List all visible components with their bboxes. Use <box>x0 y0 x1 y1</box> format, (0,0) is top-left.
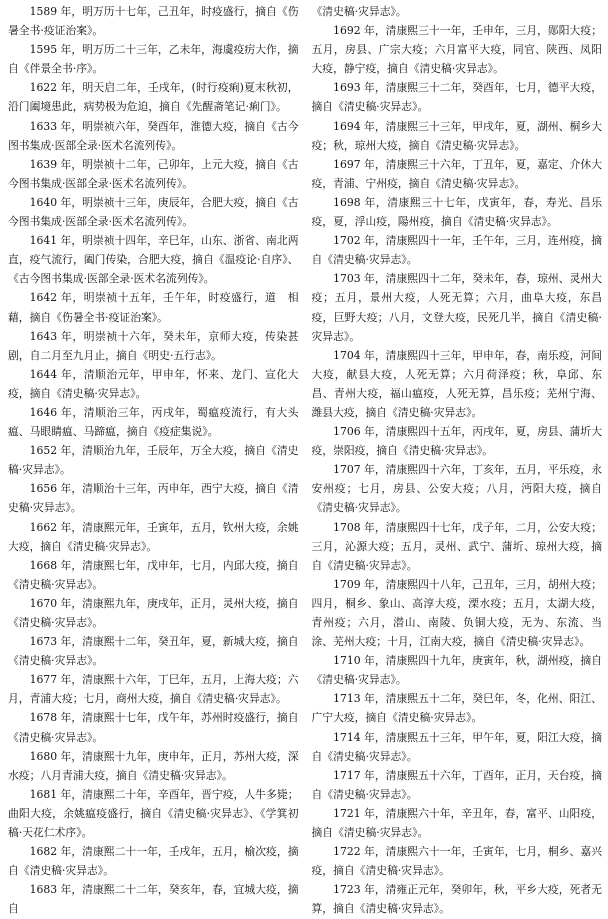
chronicle-entry: 1693 年，清康熙三十二年，癸酉年，七月，德平大疫，摘自《清史稿·灾异志》。 <box>311 81 602 114</box>
chronicle-entry: 1589 年，明万历十七年，己丑年，时疫盛行，摘自《伤暑全书·疫证治案》。 <box>8 5 299 38</box>
chronicle-entry: 1721 年，清康熙六十年，辛丑年，春，富平、山阳疫，摘自《清史稿·灾异志》。 <box>311 806 602 840</box>
chronicle-entry: 1723 年，清雍正元年，癸卯年，秋，平乡大疫，死者无算，摘自《清史稿·灾异志》。 <box>311 883 602 916</box>
chronicle-entry: 1714 年，清康熙五十三年，甲午年，夏，阳江大疫，摘自《清史稿·灾异志》。 <box>311 730 602 763</box>
chronicle-entry: 1697 年，清康熙三十六年，丁丑年，夏，嘉定、介休大疫，青浦、宁州疫，摘自《清史稿·灾异志》。 <box>311 157 602 190</box>
chronicle-entry: 1722 年，清康熙六十一年，壬寅年，七月，桐乡、嘉兴疫，摘自《清史稿·灾异志》。 <box>311 845 602 878</box>
chronicle-entry: 1678 年，清康熙十七年，戊午年，苏州时疫盛行，摘自《清史稿·灾异志》。 <box>8 711 299 744</box>
chronicle-entry: 1643 年，明崇祯十六年，癸未年，京师大疫，传染甚剧，自二月至九月止，摘自《明史·五行志》。 <box>8 329 299 362</box>
chronicle-entry: 1633 年，明崇祯六年，癸酉年，淮德大疫，摘自《古今图书集成·医部全录·医术名流列传》。 <box>8 119 299 152</box>
chronicle-entry: 1710 年，清康熙四十九年，庚寅年，秋，湖州疫，摘自《清史稿·灾异志》。 <box>311 654 602 687</box>
chronicle-entry: 1681 年，清康熙二十年，辛酉年，晋宁疫，人牛多毙；曲阳大疫，余姚瘟疫盛行，摘自《清史稿·灾异志》、《学箕初稿·天花仁术序》。 <box>8 787 299 840</box>
chronicle-entry: 1639 年，明崇祯十二年，己卯年，上元大疫，摘自《古今图书集成·医部全录·医术名流列传》。 <box>8 157 299 190</box>
chronicle-entry: 1692 年，清康熙三十一年，壬申年，三月，郧阳大疫；五月，房县、广宗大疫；六月富平大疫，同官、陕西、凤阳大疫，静宁疫，摘自《清史稿·灾异志》。 <box>311 24 602 76</box>
chronicle-entry: 1707 年，清康熙四十六年，丁亥年，五月，平乐疫，永安州疫；七月，房县、公安大疫；八月，沔阳大疫，摘自《清史稿·灾异志》。 <box>311 463 602 515</box>
chronicle-entry: 1652 年，清顺治九年，壬辰年，万全大疫，摘自《清史稿·灾异志》。 <box>8 444 299 477</box>
chronicle-entry: 1680 年，清康熙十九年，庚申年，正月，苏州大疫，深水疫；八月青浦大疫，摘自《清史稿·灾异志》。 <box>8 749 299 782</box>
chronicle-entry: 1702 年，清康熙四十一年，壬午年，三月，连州疫，摘自《清史稿·灾异志》。 <box>311 234 602 267</box>
chronicle-entry: 1706 年，清康熙四十五年，丙戌年，夏，房县、蒲圻大疫，崇阳疫，摘自《清史稿·灾异志》。 <box>311 425 602 458</box>
chronicle-entry: 1662 年，清康熙元年，壬寅年，五月，钦州大疫，余姚大疫，摘自《清史稿·灾异志》。 <box>8 520 299 553</box>
chronicle-entry: 1668 年，清康熙七年，戊申年，七月，内邱大疫，摘自《清史稿·灾异志》。 <box>8 558 299 591</box>
chronicle-entry: 1677 年，清康熙十六年，丁巳年，五月，上海大疫；六月，青浦大疫；七月，商州大疫，摘自《清史稿·灾异志》。 <box>8 673 299 706</box>
chronicle-entry: 1683 年，清康熙二十二年，癸亥年，春，宜城大疫，摘自 <box>8 883 299 916</box>
chronicle-entry: 1670 年，清康熙九年，庚戌年，正月，灵州大疫，摘自《清史稿·灾异志》。 <box>8 596 299 629</box>
chronicle-entry: 1698 年，清康熙三十七年，戊寅年，春，寿光、昌乐疫，夏，浮山疫，陽州疫，摘自《清史稿·灾异志》。 <box>311 195 602 229</box>
chronicle-entry: 1708 年，清康熙四十七年，戊子年，二月，公安大疫；三月，沁源大疫；五月，灵州、武宁、蒲圻、琼州大疫，摘自《清史稿·灾异志》。 <box>311 520 602 572</box>
chronicle-entry: 1656 年，清顺治十三年，丙申年，西宁大疫，摘自《清史稿·灾异志》。 <box>8 482 299 515</box>
chronicle-entry: 1641 年，明崇祯十四年，辛巳年，山东、浙省、南北两直，疫气流行，阖门传染，合肥大疫，摘自《温疫论·自序》、《古今图书集成·医部全录·医术名流列传》。 <box>8 234 299 286</box>
chronicle-entry: 1646 年，清顺治三年，丙戌年，蜀瘟疫流行，有大头瘟、马眼睛瘟、马蹄瘟，摘自《疫症集说》。 <box>8 405 299 439</box>
chronicle-entry: 1682 年，清康熙二十一年，壬戌年，五月，榆次疫，摘自《清史稿·灾异志》。 <box>8 845 299 878</box>
chronicle-entry: 1673 年，清康熙十二年，癸丑年，夏，新城大疫，摘自《清史稿·灾异志》。 <box>8 635 299 668</box>
chronicle-entry: 1640 年，明崇祯十三年，庚辰年，合肥大疫，摘自《古今图书集成·医部全录·医术名流列传》。 <box>8 195 299 229</box>
chronicle-entry: 1717 年，清康熙五十六年，丁酉年，正月，天台疫，摘自《清史稿·灾异志》。 <box>311 768 602 801</box>
chronicle-entry: 1703 年，清康熙四十二年，癸未年，春，琼州、灵州大疫；五月，景州大疫，人死无算；六月，曲阜大疫，东昌疫，巨野大疫；八月，文登大疫，民死几半，摘自《清史稿·灾异志》。 <box>311 272 602 343</box>
chronicle-entry: 1704 年，清康熙四十三年，甲申年，春，南乐疫，河间大疫，献县大疫，人死无算；六月荷泽疫；秋，阜邱、东昌、青州大疫，福山瘟疫，人死无算，昌乐疫；芜州宁海、潍县大疫，摘自《清史稿·灾异志》。 <box>311 348 602 419</box>
chronicle-entry: 1709 年，清康熙四十八年，己丑年，三月，胡州大疫；四月，桐乡、象山、高淳大疫，溧水疫；五月，太湖大疫，青州疫；六月，潜山、南陵、负铜大疫，无为、东流、当涂、芜州大疫；十月，江南大疫，摘自《清史稿·灾异志》。 <box>311 577 602 649</box>
chronicle-entry: 1713 年，清康熙五十二年，癸巳年，冬，化州、阳江、广宁大疫，摘自《清史稿·灾异志》。 <box>311 692 602 725</box>
left-column <box>8 2 299 916</box>
chronicle-entry: 1622 年，明天启二年，壬戌年，(时行疫痢)夏末秋初，沿门阖境患此，病势极为危迫，摘自《先醒斋笔记·痢门》。 <box>8 81 299 114</box>
chronicle-entry: 《清史稿·灾异志》。 <box>311 5 407 18</box>
chronicle-entry: 1644 年，清顺治元年，甲申年，怀来、龙门、宣化大疫，摘自《清史稿·灾异志》。 <box>8 367 299 400</box>
chronicle-entry: 1694 年，清康熙三十三年，甲戌年，夏，湖州、桐乡大疫；秋，琼州大疫，摘自《清史稿·灾异志》。 <box>311 119 602 152</box>
right-column <box>311 2 603 916</box>
chronicle-entry: 1642 年，明崇祯十五年，壬午年，时疫盛行，道 相藉，摘自《伤暑全书·疫证治案》。 <box>8 291 299 324</box>
chronicle-entry: 1595 年，明万历二十三年，乙未年，海虞疫疠大作，摘自《伴景全书·序》。 <box>8 43 299 76</box>
